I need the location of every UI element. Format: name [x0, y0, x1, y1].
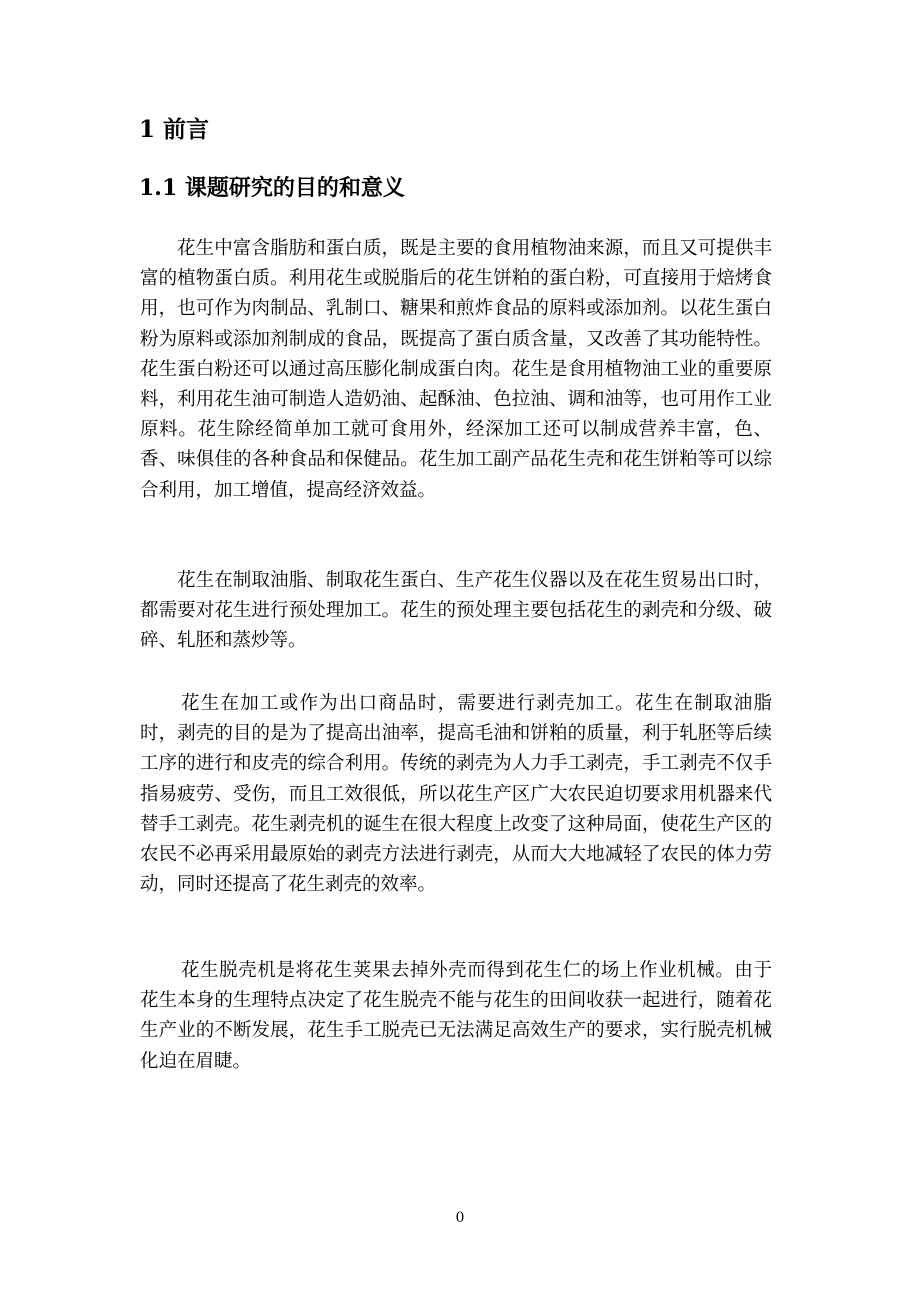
body-paragraph-4: 花生脱壳机是将花生荚果去掉外壳而得到花生仁的场上作业机械。由于花生本身的生理特点决定了花生脱壳不能与花生的田间收获一起进行，随着花生产业的不断发展，花生手工脱壳已无法满足高效生产的要求，实行脱壳机械化迫在眉睫。	[140, 960, 772, 1072]
body-paragraph-2: 花生在制取油脂、制取花生蛋白、生产花生仪器以及在花生贸易出口时，都需要对花生进行预处理加工。花生的预处理主要包括花生的剥壳和分级、破碎、轧胚和蒸炒等。	[140, 570, 772, 652]
section-heading: 1.1 课题研究的目的和意义	[139, 175, 405, 201]
body-paragraph-3: 花生在加工或作为出口商品时，需要进行剥壳加工。花生在制取油脂时，剥壳的目的是为了提高出油率，提高毛油和饼粕的质量，利于轧胚等后续工序的进行和皮壳的综合利用。传统的剥壳为人力手工剥壳，手工剥壳不仅手指易疲劳、受伤，而且工效很低，所以花生产区广大农民迫切要求用机器来代替手工剥壳。花生剥壳机的诞生在很大程度上改变了这种局面，使花生产区的农民不必再采用最原始的剥壳方法进行剥壳，从而大大地减轻了农民的体力劳动，同时还提高了花生剥壳的效率。	[140, 693, 772, 896]
page-number: 0	[455, 1210, 465, 1226]
body-paragraph-1: 花生中富含脂肪和蛋白质，既是主要的食用植物油来源，而且又可提供丰富的植物蛋白质。利用花生或脱脂后的花生饼粕的蛋白粉，可直接用于焙烤食用，也可作为肉制品、乳制口、糖果和煎炸食品的原料或添加剂。以花生蛋白粉为原料或添加剂制成的食品，既提高了蛋白质含量，又改善了其功能特性。花生蛋白粉还可以通过高压膨化制成蛋白肉。花生是食用植物油工业的重要原料，利用花生油可制造人造奶油、起酥油、色拉油、调和油等，也可用作工业原料。花生除经简单加工就可食用外，经深加工还可以制成营养丰富，色、香、味俱佳的各种食品和保健品。花生加工副产品花生壳和花生饼粕等可以综合利用，加工增值，提高经济效益。	[140, 238, 772, 501]
chapter-heading: 1 前言	[139, 116, 210, 143]
